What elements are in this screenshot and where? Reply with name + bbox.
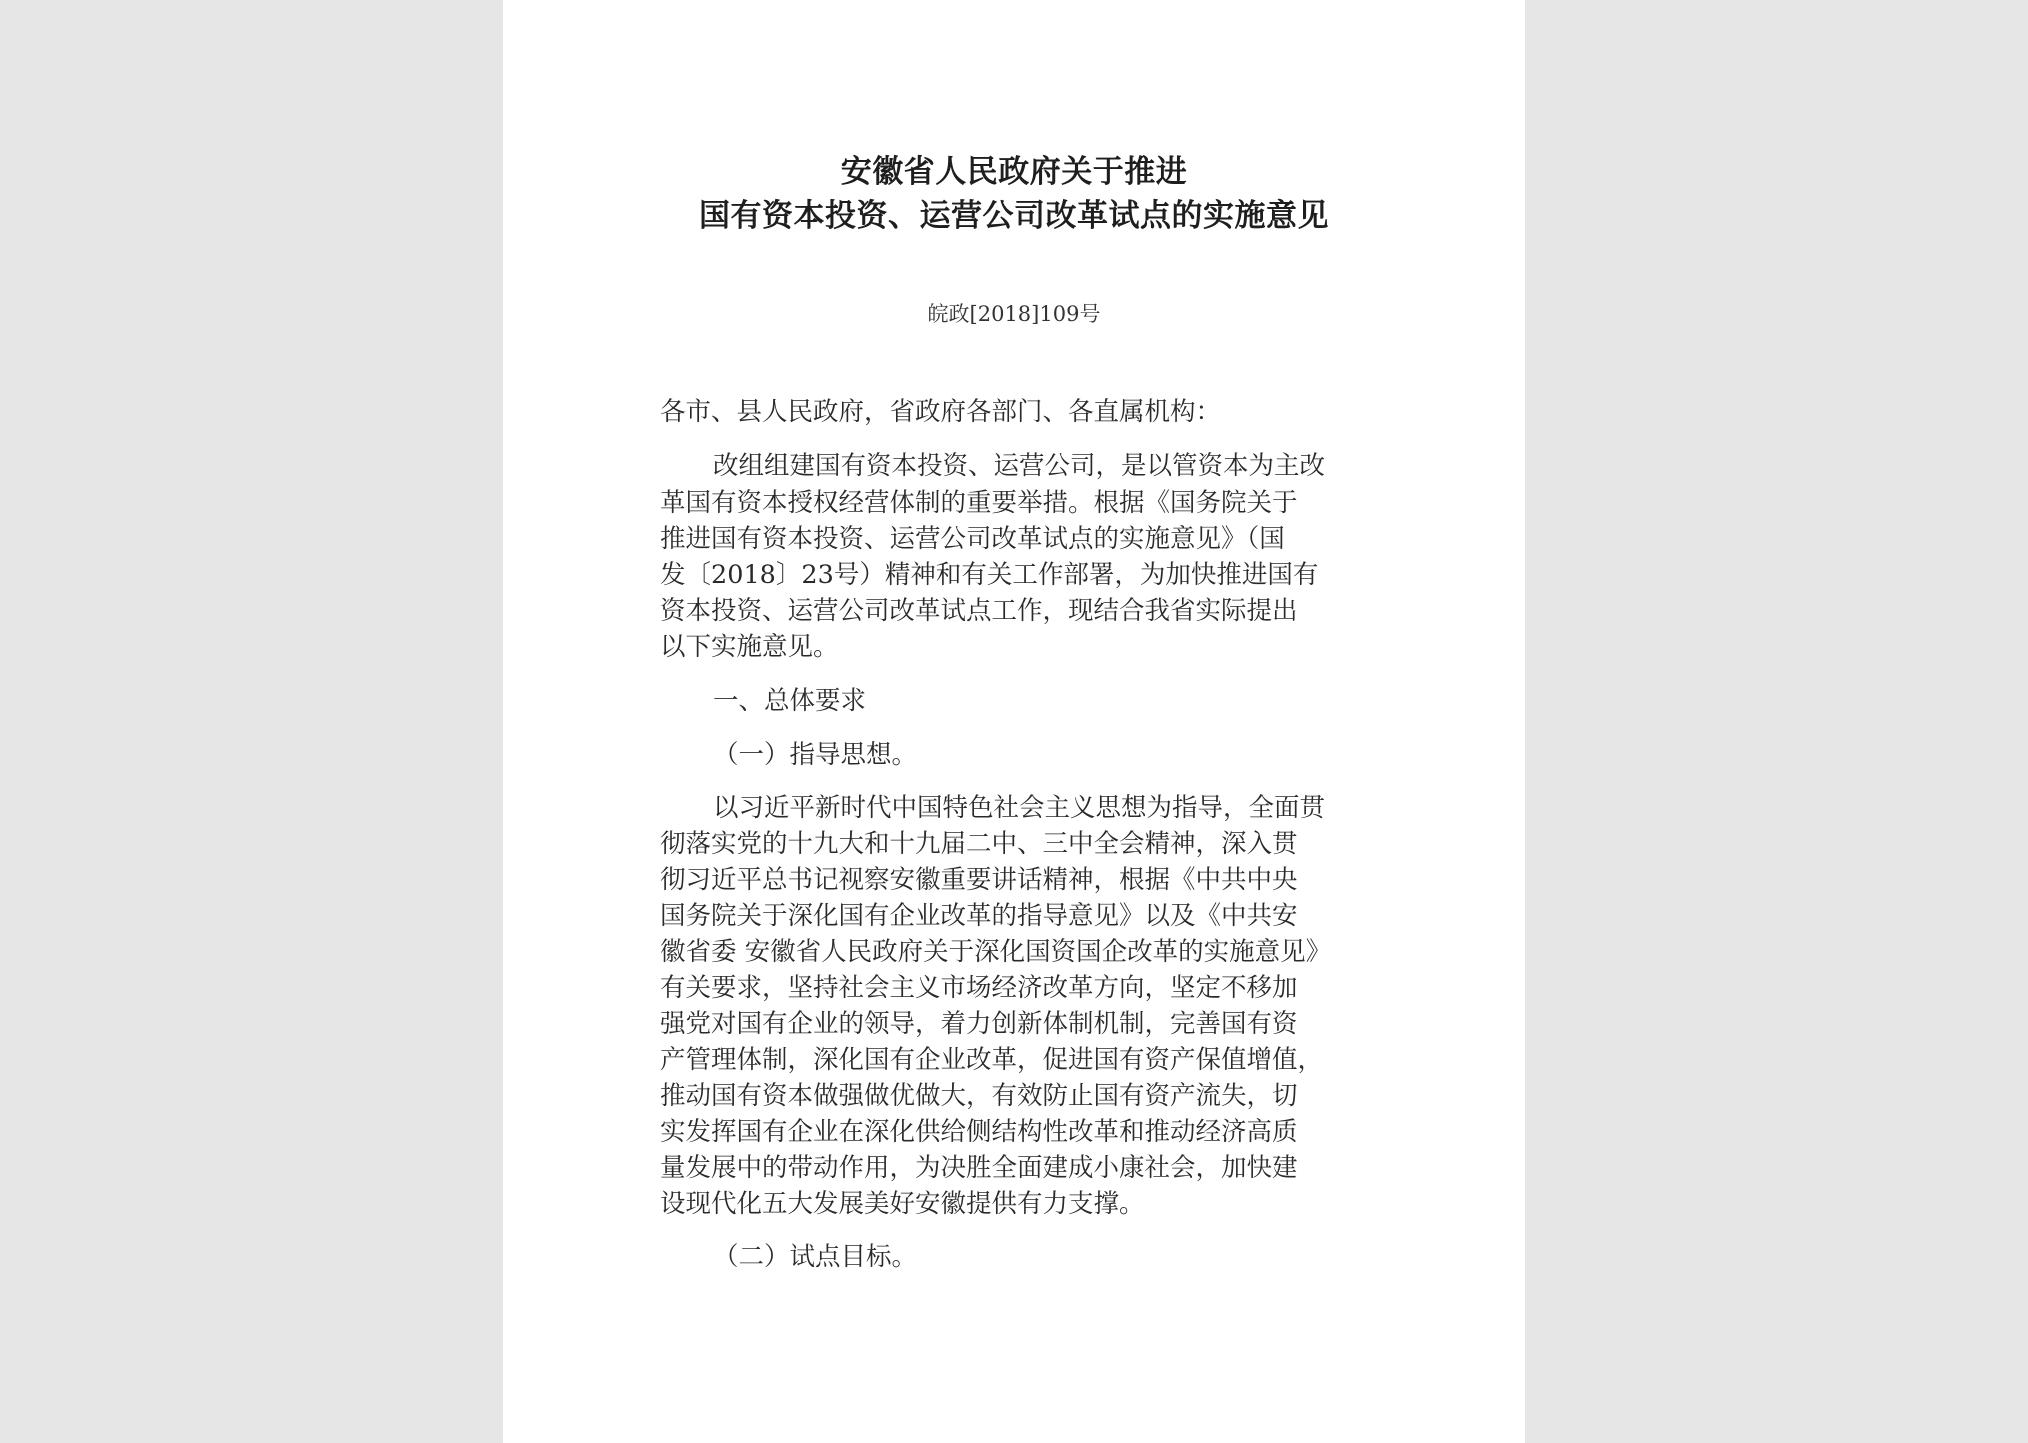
document-title-line-2: 国有资本投资、运营公司改革试点的实施意见: [699, 198, 1329, 234]
intro-line: 资本投资、运营公司改革试点工作，现结合我省实际提出: [660, 596, 1298, 626]
intro-line: 改组组建国有资本投资、运营公司，是以管资本为主改: [713, 451, 1326, 481]
document-title-line-1: 安徽省人民政府关于推进: [840, 154, 1188, 190]
guiding-line: 彻落实党的十九大和十九届二中、三中全会精神，深入贯: [660, 829, 1298, 859]
guiding-line: 徽省委 安徽省人民政府关于深化国资国企改革的实施意见》: [660, 937, 1332, 967]
guiding-line: 推动国有资本做强做优做大，有效防止国有资产流失，切: [660, 1081, 1298, 1111]
intro-line: 以下实施意见。: [660, 632, 839, 662]
guiding-line: 实发挥国有企业在深化供给侧结构性改革和推动经济高质: [660, 1117, 1298, 1147]
guiding-line: 强党对国有企业的领导，着力创新体制机制，完善国有资: [660, 1009, 1298, 1039]
guiding-line: 量发展中的带动作用，为决胜全面建成小康社会，加快建: [660, 1153, 1298, 1183]
intro-line: 革国有资本授权经营体制的重要举措。根据《国务院关于: [660, 488, 1298, 518]
guiding-line: 设现代化五大发展美好安徽提供有力支撑。: [660, 1189, 1145, 1219]
document-number: 皖政[2018]109号: [927, 302, 1101, 326]
guiding-line: 彻习近平总书记视察安徽重要讲话精神，根据《中共中央: [660, 865, 1298, 895]
guiding-line: 国务院关于深化国有企业改革的指导意见》以及《中共安: [660, 901, 1298, 931]
subsection-heading: （一）指导思想。: [713, 740, 918, 770]
salutation: 各市、县人民政府，省政府各部门、各直属机构：: [660, 397, 1222, 427]
guiding-line: 有关要求，坚持社会主义市场经济改革方向，坚定不移加: [660, 973, 1298, 1003]
intro-line: 发〔2018〕23号）精神和有关工作部署，为加快推进国有: [660, 560, 1319, 590]
document-page: [503, 0, 1525, 1443]
guiding-line: 产管理体制，深化国有企业改革，促进国有资产保值增值，: [660, 1045, 1324, 1075]
section-heading: 一、总体要求: [713, 686, 867, 716]
intro-line: 推进国有资本投资、运营公司改革试点的实施意见》（国: [660, 524, 1285, 554]
guiding-line: 以习近平新时代中国特色社会主义思想为指导，全面贯: [713, 793, 1326, 823]
subsection-heading: （二）试点目标。: [713, 1242, 918, 1272]
